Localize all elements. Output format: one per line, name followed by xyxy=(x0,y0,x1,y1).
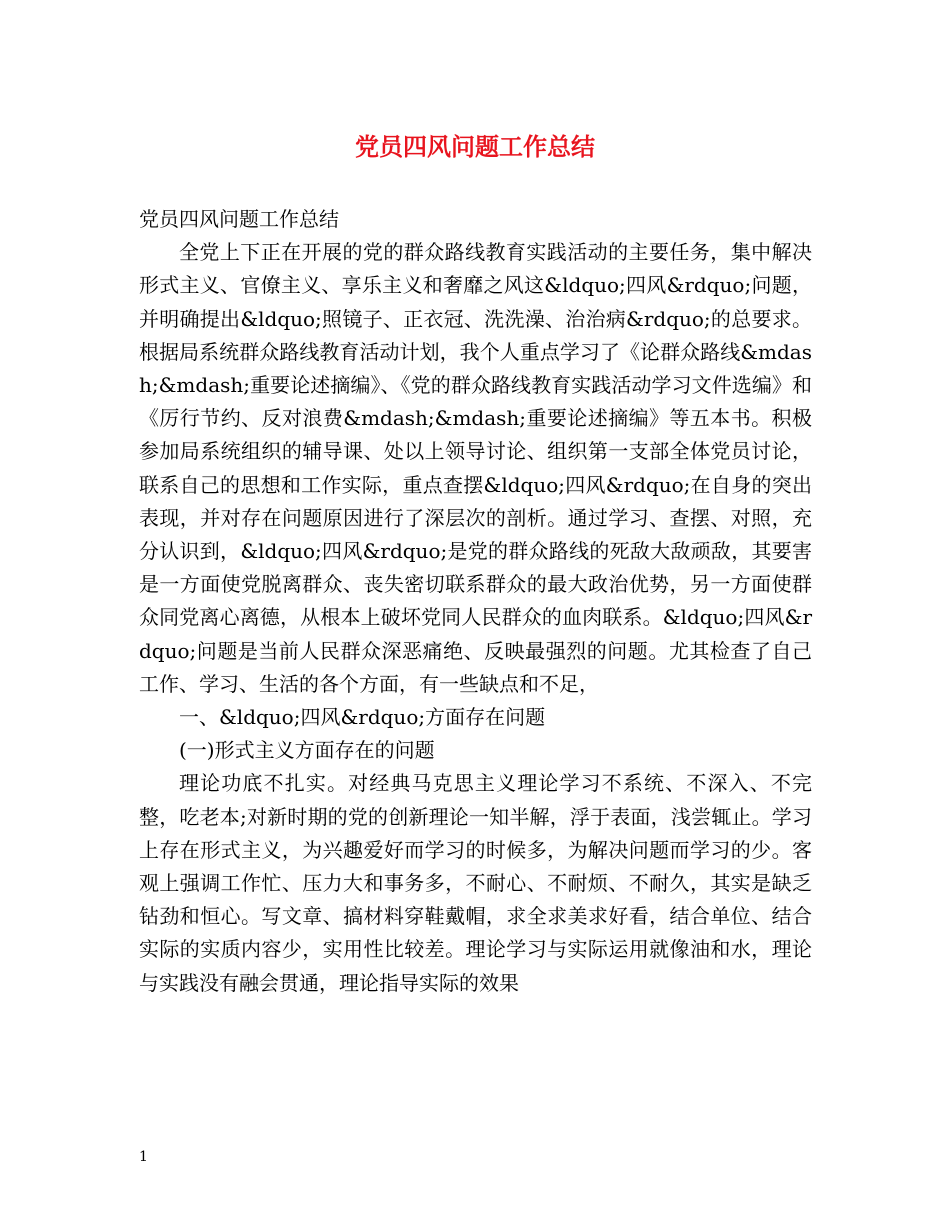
page-number: 1 xyxy=(139,1149,148,1165)
subsection-heading: (一)形式主义方面存在的问题 xyxy=(179,738,435,763)
page-title: 党员四风问题工作总结 xyxy=(355,132,595,161)
section-heading: 一、&ldquo;四风&rdquo;方面存在问题 xyxy=(179,705,546,730)
document-body xyxy=(139,203,812,1000)
subtitle-line: 党员四风问题工作总结 xyxy=(139,207,339,231)
paragraph-intro: 全党上下正在开展的党的群众路线教育实践活动的主要任务，集中解决形式主义、官僚主义、享乐主义和奢靡之风这&ldquo;四风&rdquo;问题，并明确提出&ldquo;照镜子、正衣冠、洗洗澡、治治病&rdquo;的总要求。根据局系统群众路线教育活动计划，我个人重点学习了《论群众路线&mdash;&mdash;重要论述摘编》、《党的群众路线教育实践活动学习文件选编》和《厉行节约、反对浪费&mdash;&mdash;重要论述摘编》等五本书。积极参加局系统组织的辅导课、处以上领导讨论、组织第一支部全体党员讨论，联系自己的思想和工作实际，重点查摆&ldquo;四风&rdquo;在自身的突出表现，并对存在问题原因进行了深层次的剖析。通过学习、查摆、对照，充分认识到，&ldquo;四风&rdquo;是党的群众路线的死敌大敌顽敌，其要害是一方面使党脱离群众、丧失密切联系群众的最大政治优势，另一方面使群众同党离心离德，从根本上破坏党同人民群众的血肉联系。&ldquo;四风&rdquo;问题是当前人民群众深恶痛绝、反映最强烈的问题。尤其检查了自己工作、学习、生活的各个方面，有一些缺点和不足， xyxy=(139,240,812,696)
paragraph-theory: 理论功底不扎实。对经典马克思主义理论学习不系统、不深入、不完整，吃老本;对新时期的党的创新理论一知半解，浮于表面，浅尝辄止。学习上存在形式主义，为兴趣爱好而学习的时候多，为解决问题而学习的少。客观上强调工作忙、压力大和事务多，不耐心、不耐烦、不耐久，其实是缺乏钻劲和恒心。写文章、搞材料穿鞋戴帽，求全求美求好看，结合单位、结合实际的实质内容少，实用性比较差。理论学习与实际运用就像油和水，理论与实践没有融会贯通，理论指导实际的效果 xyxy=(139,771,812,995)
